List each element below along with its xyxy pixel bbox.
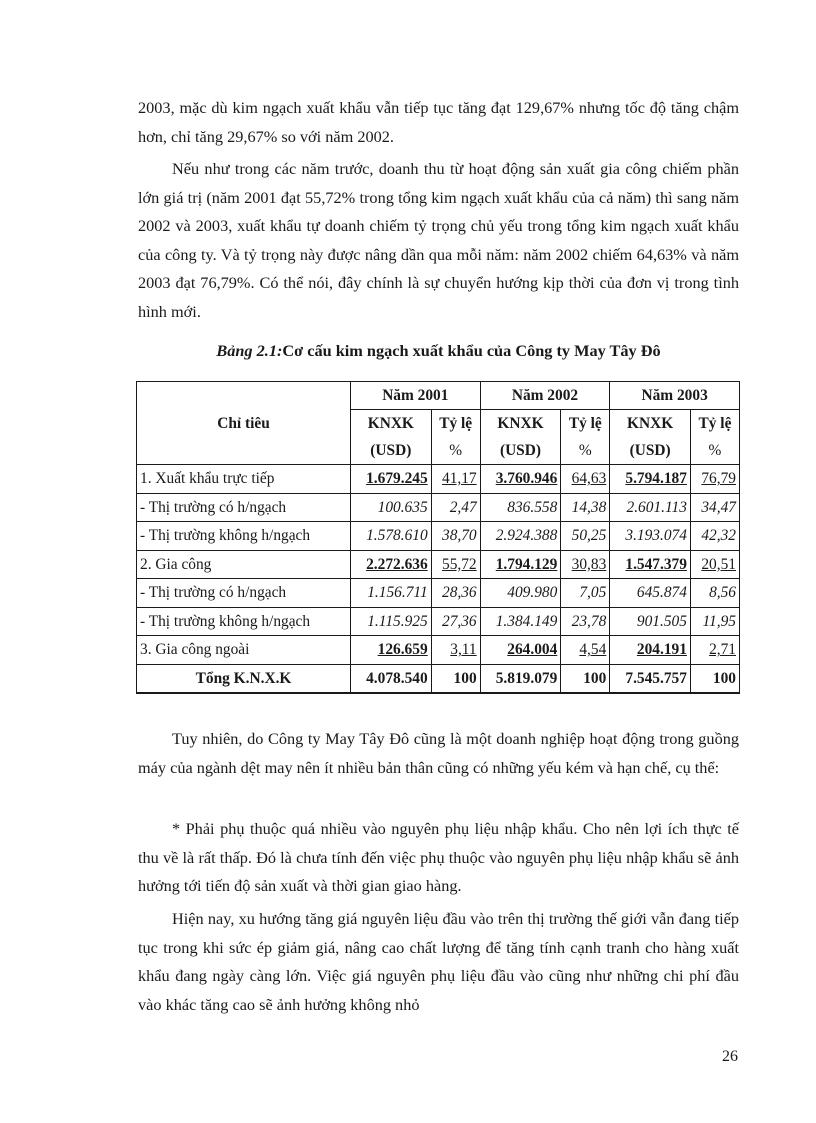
cell-value: 1.578.610	[351, 522, 432, 551]
total-ratio: 100	[690, 664, 739, 693]
header-ratio: Tỷ lệ	[690, 410, 739, 438]
table-row	[137, 493, 740, 522]
total-label: Tổng K.N.X.K	[137, 664, 351, 693]
cell-ratio: 4,54	[561, 636, 610, 665]
row-label: - Thị trường có h/ngạch	[137, 579, 351, 608]
cell-value: 5.794.187	[610, 465, 691, 494]
cell-value: 2.601.113	[610, 493, 691, 522]
paragraph-intro: 2003, mặc dù kim ngạch xuất khẩu vẫn tiếp tục tăng đạt 129,67% nhưng tốc độ tăng chậm hơn, chỉ tăng 29,67% so với năm 2002.	[138, 98, 739, 146]
header-pct: %	[690, 437, 739, 465]
cell-ratio: 42,32	[690, 522, 739, 551]
cell-value: 2.924.388	[480, 522, 561, 551]
header-usd: (USD)	[351, 437, 432, 465]
cell-value: 901.505	[610, 607, 691, 636]
cell-ratio: 64,63	[561, 465, 610, 494]
cell-ratio: 2,47	[431, 493, 480, 522]
cell-ratio: 11,95	[690, 607, 739, 636]
row-label: - Thị trường không h/ngạch	[137, 607, 351, 636]
row-label: 3. Gia công ngoài	[137, 636, 351, 665]
cell-ratio: 41,17	[431, 465, 480, 494]
row-label: - Thị trường có h/ngạch	[137, 493, 351, 522]
table-row	[137, 636, 740, 665]
table-caption	[138, 341, 739, 361]
header-knxk: KNXK	[480, 410, 561, 438]
cell-ratio: 23,78	[561, 607, 610, 636]
header-year-2003: Năm 2003	[610, 382, 740, 410]
row-label: - Thị trường không h/ngạch	[137, 522, 351, 551]
table-caption-label: Bảng 2.1:	[216, 341, 283, 360]
table-row	[137, 465, 740, 494]
cell-ratio: 76,79	[690, 465, 739, 494]
total-value: 4.078.540	[351, 664, 432, 693]
cell-ratio: 2,71	[690, 636, 739, 665]
cell-value: 3.760.946	[480, 465, 561, 494]
cell-ratio: 27,36	[431, 607, 480, 636]
total-ratio: 100	[431, 664, 480, 693]
paragraph-price-trend: Hiện nay, xu hướng tăng giá nguyên liệu đầu vào trên thị trường thế giới vẫn đang tiếp tục trong khi sức ép giảm giá, nâng cao chất lượng để tăng tính cạnh tranh cho hàng xuất khẩu đang ngày càng lớn. Việc giá nguyên phụ liệu đầu vào cũng như những chi phí đầu vào khác tăng cao sẽ ảnh hưởng không nhỏ	[138, 909, 739, 1014]
table-row	[137, 522, 740, 551]
cell-ratio: 28,36	[431, 579, 480, 608]
row-label: 1. Xuất khẩu trực tiếp	[137, 465, 351, 494]
header-indicator: Chỉ tiêu	[137, 382, 351, 465]
cell-value: 2.272.636	[351, 550, 432, 579]
header-knxk: KNXK	[351, 410, 432, 438]
cell-value: 1.384.149	[480, 607, 561, 636]
header-knxk: KNXK	[610, 410, 691, 438]
cell-value: 1.679.245	[351, 465, 432, 494]
table-row	[137, 607, 740, 636]
cell-ratio: 34,47	[690, 493, 739, 522]
header-pct: %	[561, 437, 610, 465]
paragraph-revenue-shift: Nếu như trong các năm trước, doanh thu từ hoạt động sản xuất gia công chiếm phần lớn giá trị (năm 2001 đạt 55,72% trong tổng kim ngạch xuất khẩu của cả năm) thì sang năm 2002 và 2003, xuất khẩu tự doanh chiếm tỷ trọng chủ yếu trong tổng kim ngạch xuất khẩu của công ty. Và tỷ trọng này được nâng dần qua mỗi năm: năm 2002 chiếm 64,63% và năm 2003 đạt 76,79%. Có thể nói, đây chính là sự chuyển hướng kịp thời của đơn vị trong tình hình mới.	[138, 159, 739, 321]
cell-value: 100.635	[351, 493, 432, 522]
cell-value: 645.874	[610, 579, 691, 608]
cell-value: 836.558	[480, 493, 561, 522]
cell-value: 204.191	[610, 636, 691, 665]
paragraph-weaknesses: Tuy nhiên, do Công ty May Tây Đô cũng là một doanh nghiệp hoạt động trong guồng máy của ngành dệt may nên ít nhiều bản thân cũng có những yếu kém và hạn chế, cụ thể:	[138, 729, 739, 777]
page-number: 26	[722, 1048, 738, 1065]
total-value: 7.545.757	[610, 664, 691, 693]
cell-ratio: 20,51	[690, 550, 739, 579]
table-caption-text: Cơ cấu kim ngạch xuất khẩu của Công ty May Tây Đô	[282, 341, 661, 360]
header-usd: (USD)	[610, 437, 691, 465]
cell-ratio: 30,83	[561, 550, 610, 579]
cell-value: 126.659	[351, 636, 432, 665]
export-structure-table	[136, 381, 740, 694]
cell-value: 1.115.925	[351, 607, 432, 636]
cell-ratio: 50,25	[561, 522, 610, 551]
cell-value: 3.193.074	[610, 522, 691, 551]
paragraph-material-dependency: * Phải phụ thuộc quá nhiều vào nguyên phụ liệu nhập khẩu. Cho nên lợi ích thực tế thu về là rất thấp. Đó là chưa tính đến việc phụ thuộc vào nguyên phụ liệu nhập khẩu sẽ ảnh hưởng tới tiến độ sản xuất và thời gian giao hàng.	[138, 819, 739, 895]
cell-value: 1.156.711	[351, 579, 432, 608]
total-ratio: 100	[561, 664, 610, 693]
row-label: 2. Gia công	[137, 550, 351, 579]
header-usd: (USD)	[480, 437, 561, 465]
cell-ratio: 55,72	[431, 550, 480, 579]
cell-value: 264.004	[480, 636, 561, 665]
header-pct: %	[431, 437, 480, 465]
cell-ratio: 3,11	[431, 636, 480, 665]
cell-ratio: 7,05	[561, 579, 610, 608]
cell-value: 409.980	[480, 579, 561, 608]
header-ratio: Tỷ lệ	[561, 410, 610, 438]
table-header-row	[137, 382, 740, 410]
cell-value: 1.794.129	[480, 550, 561, 579]
table-total-row	[137, 664, 740, 693]
header-year-2001: Năm 2001	[351, 382, 481, 410]
header-year-2002: Năm 2002	[480, 382, 610, 410]
cell-value: 1.547.379	[610, 550, 691, 579]
total-value: 5.819.079	[480, 664, 561, 693]
cell-ratio: 38,70	[431, 522, 480, 551]
header-ratio: Tỷ lệ	[431, 410, 480, 438]
table-row	[137, 579, 740, 608]
cell-ratio: 8,56	[690, 579, 739, 608]
cell-ratio: 14,38	[561, 493, 610, 522]
table-row	[137, 550, 740, 579]
